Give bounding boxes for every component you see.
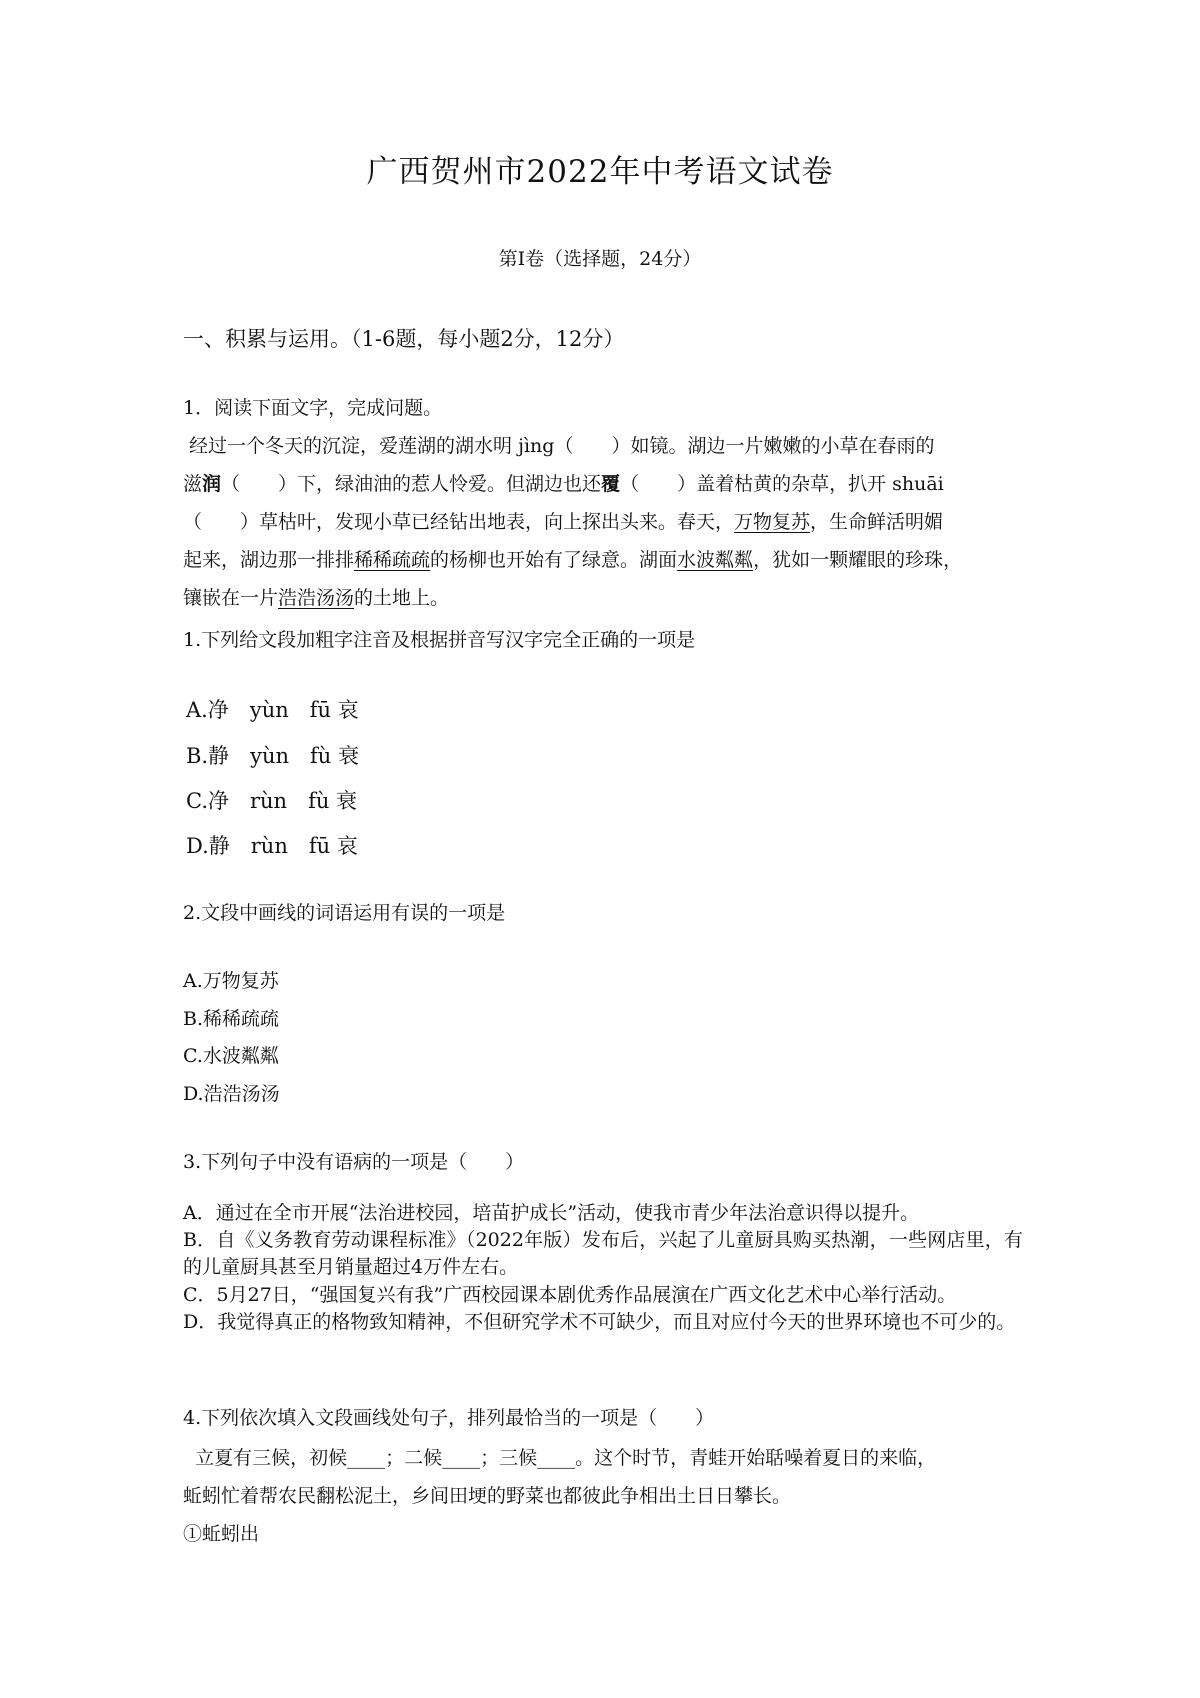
- q1-option-a: A.净 yùn fū 哀: [186, 698, 359, 722]
- underlined-phrase-1: 万物复苏: [734, 511, 811, 533]
- q1-option-b: B.静 yùn fù 衰: [186, 744, 359, 768]
- section-heading: 一、积累与运用。（1-6题，每小题2分，12分）: [183, 327, 625, 351]
- paper-subtitle: 第Ⅰ卷（选择题，24分）: [498, 248, 702, 270]
- q3-option-d: D．我觉得真正的格物致知精神，不但研究学术不可缺少，而且对应付今天的世界环境也不可少的。: [183, 1311, 1016, 1333]
- q2-option-b: B.稀稀疏疏: [183, 1008, 280, 1030]
- q3-option-c: C．5月27日，“强国复兴有我”广西校园课本剧优秀作品展演在广西文化艺术中心举行活动。: [183, 1284, 957, 1306]
- q1-option-c: C.净 rùn fù 衰: [186, 789, 358, 813]
- q1-sub-question: 1.下列给文段加粗字注音及根据拼音写汉字完全正确的一项是: [183, 629, 696, 651]
- passage-line-2: 滋润（ ）下，绿油油的惹人怜爱。但湖边也还覆（ ）盖着枯黄的杂草，扒开 shuāi: [183, 473, 944, 495]
- page-title: 广西贺州市2022年中考语文试卷: [366, 154, 834, 190]
- q1-option-d: D.静 rùn fū 哀: [186, 834, 358, 858]
- q1-heading: 1．阅读下面文字，完成问题。: [183, 397, 443, 419]
- q3-option-a: A．通过在全市开展“法治进校园，培苗护成长”活动，使我市青少年法治意识得以提升。: [183, 1202, 920, 1224]
- q2-option-a: A.万物复苏: [183, 970, 279, 992]
- q2-heading: 2.文段中画线的词语运用有误的一项是: [183, 902, 506, 924]
- q4-item-1: ①蚯蚓出: [183, 1523, 260, 1545]
- underlined-phrase-2: 稀稀疏疏: [354, 549, 431, 571]
- passage-line-1: 经过一个冬天的沉淀，爱莲湖的湖水明 jìng（ ）如镜。湖边一片嫩嫩的小草在春雨的: [189, 435, 935, 457]
- passage-line-3: （ ）草枯叶，发现小草已经钻出地表，向上探出头来。春天，万物复苏，生命鲜活明媚: [183, 511, 944, 533]
- bold-char-run: 润: [202, 473, 222, 495]
- underlined-phrase-3: 水波粼粼: [677, 549, 754, 571]
- q4-passage-line-2: 蚯蚓忙着帮农民翻松泥土，乡间田埂的野菜也都彼此争相出土日日攀长。: [183, 1485, 792, 1507]
- bold-char-fu: 覆: [601, 473, 621, 495]
- q3-heading: 3.下列句子中没有语病的一项是（ ）: [183, 1151, 525, 1173]
- passage-line-4: 起来，湖边那一排排稀稀疏疏的杨柳也开始有了绿意。湖面水波粼粼，犹如一颗耀眼的珍珠，: [183, 549, 963, 571]
- q4-passage-line-1: 立夏有三候，初候____；二候____；三候____。这个时节，青蛙开始聒噪着夏日的来临，: [195, 1447, 937, 1469]
- q2-option-d: D.浩浩汤汤: [183, 1083, 280, 1105]
- q3-option-b: B．自《义务教育劳动课程标准》（2022年版）发布后，兴起了儿童厨具购买热潮，一些网店里，有的儿童厨具甚至月销量超过4万件左右。: [183, 1229, 1023, 1278]
- passage-line-5: 镶嵌在一片浩浩汤汤的土地上。: [183, 587, 450, 609]
- q1-passage: [183, 427, 1023, 617]
- q2-option-c: C.水波粼粼: [183, 1045, 279, 1067]
- q4-heading: 4.下列依次填入文段画线处句子，排列最恰当的一项是（ ）: [183, 1407, 715, 1429]
- underlined-phrase-4: 浩浩汤汤: [278, 587, 355, 609]
